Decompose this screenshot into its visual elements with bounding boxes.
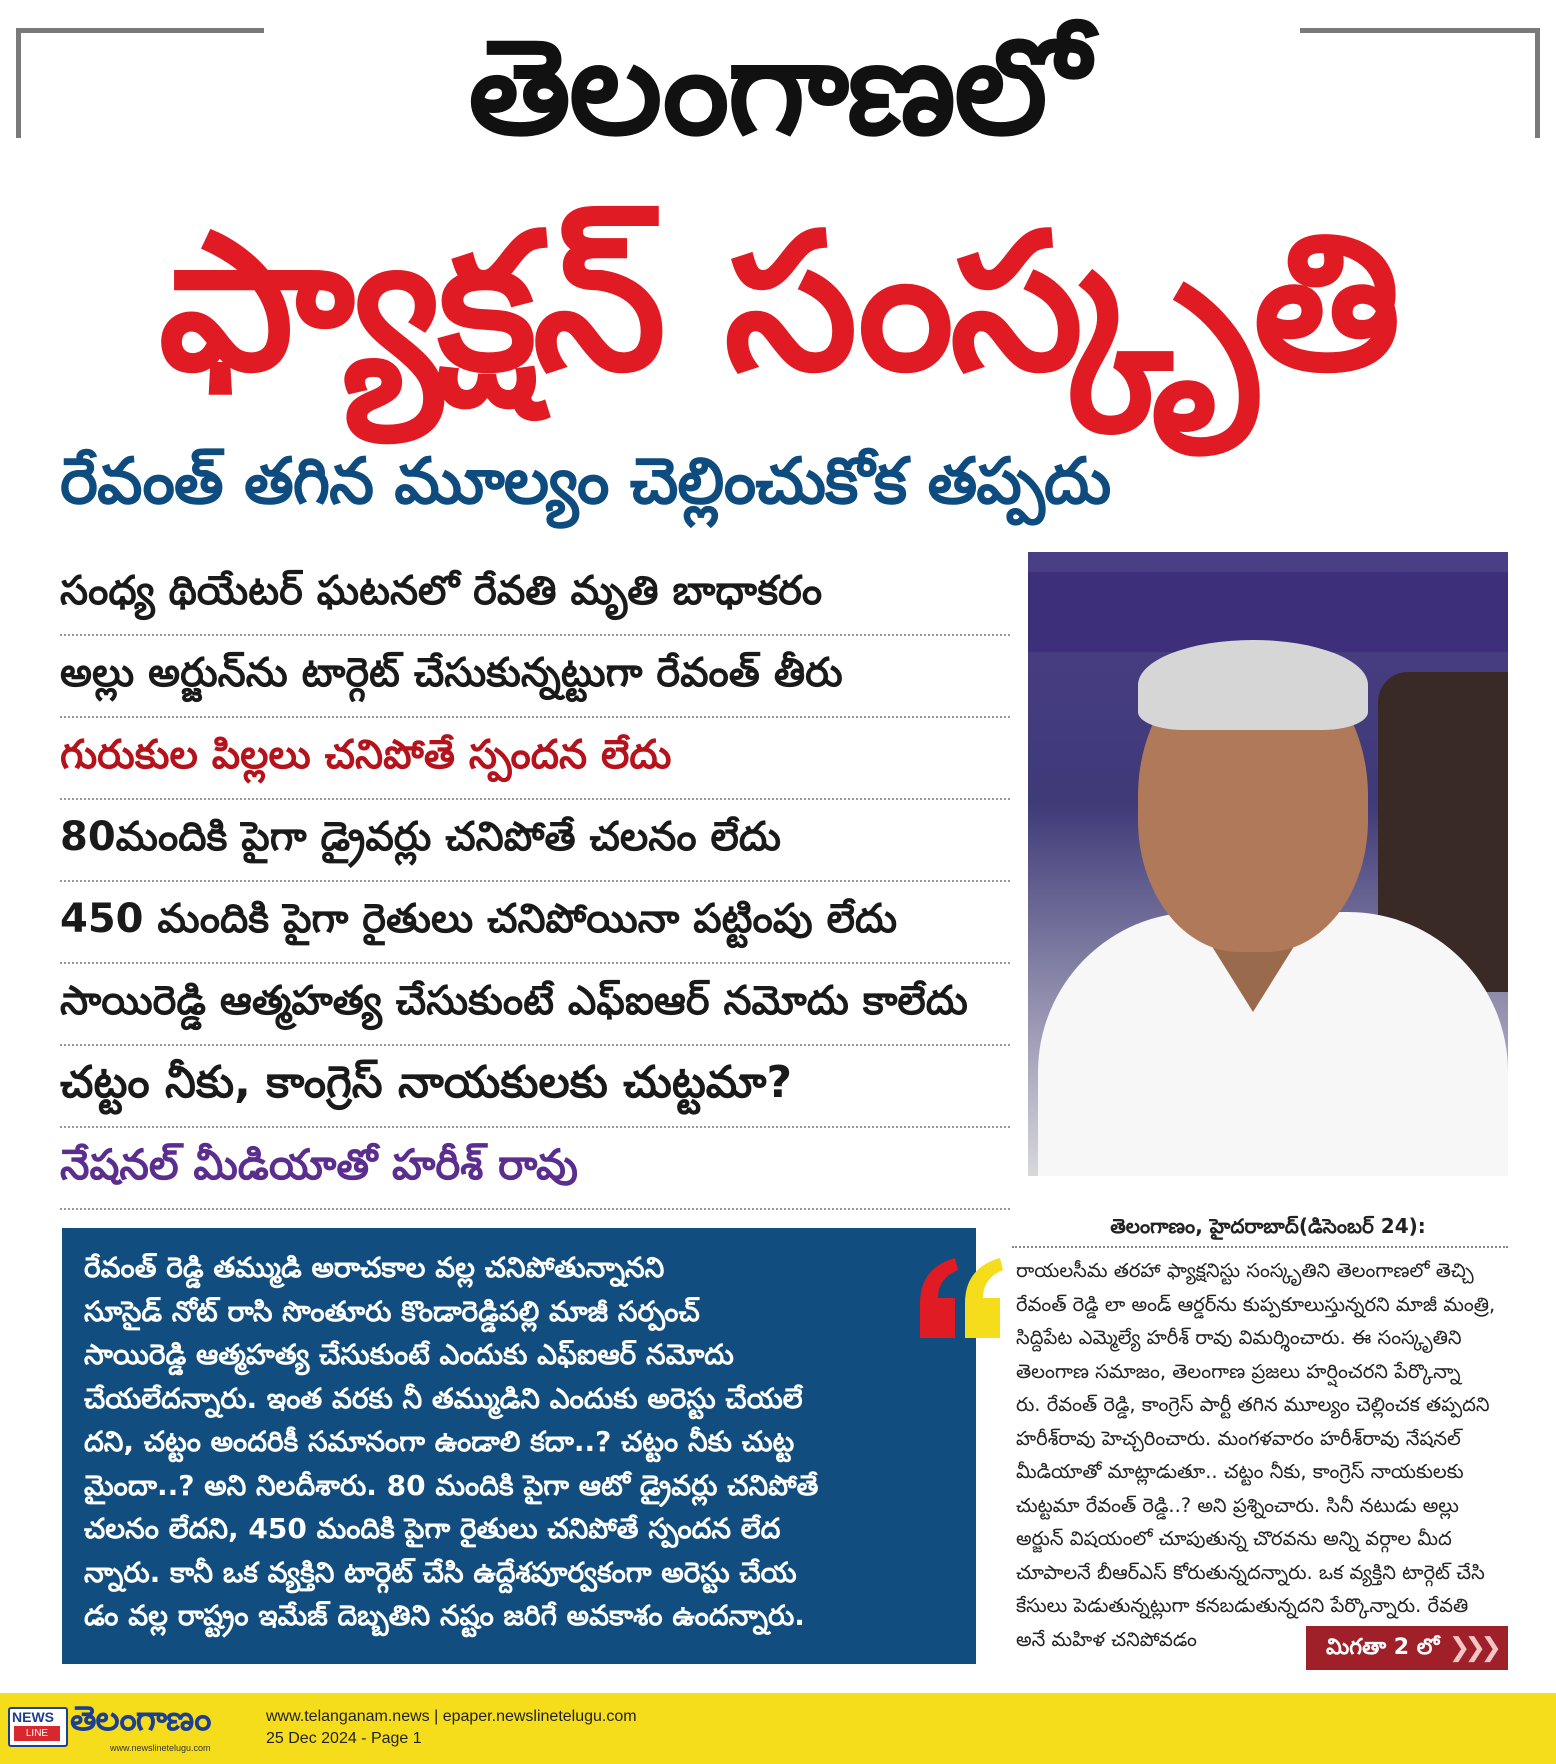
quote-line: చలనం లేదని, 450 మందికి పైగా రైతులు చనిపోతే స్పందన లేద: [84, 1512, 781, 1545]
story-line: తెలంగాణ సమాజం, తెలంగాణ ప్రజలు హర్షించరని పేర్కొన్నా: [1016, 1359, 1461, 1383]
quote-text: [84, 1246, 954, 1638]
story-line: సిద్దిపేట ఎమ్మెల్యే హరీశ్ రావు విమర్శించారు. ఈ సంస్కృతిని: [1016, 1326, 1462, 1349]
quote-line: మైందా..? అని నిలదీశారు. 80 మందికి పైగా ఆటో డ్రైవర్లు చనిపోతే: [84, 1468, 819, 1502]
double-chevron-right-icon: ❯❯❯: [1448, 1633, 1496, 1663]
quote-line: దని, చట్టం అందరికీ సమానంగా ఉండాలి కదా..? చట్టం నీకు చుట్ట: [84, 1425, 795, 1458]
quote-line: చేయలేదన్నారు. ఇంత వరకు నీ తమ్ముడిని ఎందుకు అరెస్టు చేయలే: [84, 1381, 803, 1415]
story-line: అనే మహిళ చనిపోవడం: [1016, 1627, 1197, 1651]
headline-subtitle: రేవంత్ తగిన మూల్యం చెల్లించుకోక తప్పదు: [60, 445, 1111, 519]
bullet-item: గురుకుల పిల్లలు చనిపోతే స్పందన లేదు: [60, 720, 1010, 800]
headline-line-2: ఫ్యాక్షన్ సంస్కృతి: [158, 192, 1398, 413]
bullet-list: [60, 556, 1010, 1212]
story-line: రాయలసీమ తరహా ఫ్యాక్షనిస్టు సంస్కృతిని తెలంగాణలో తెచ్చి: [1016, 1259, 1474, 1282]
bullet-item: 80మందికి పైగా డ్రైవర్లు చనిపోతే చలనం లేదు: [60, 802, 1010, 882]
quote-mark-icon: [910, 1248, 1010, 1348]
footer-date-page: 25 Dec 2024 - Page 1: [266, 1730, 422, 1747]
story-line: చుట్టమా రేవంత్ రెడ్డి..? అని ప్రశ్నించారు. సినీ నటుడు అల్లు: [1016, 1493, 1459, 1517]
story-line: హరీశ్‌రావు హెచ్చరించారు. మంగళవారం హరీశ్‌రావు నేషనల్: [1016, 1426, 1461, 1450]
logo-line-text: LINE: [14, 1726, 60, 1741]
quote-box: [62, 1228, 976, 1664]
continued-label: మిగతా 2 లో: [1326, 1635, 1440, 1660]
story-line: రు. రేవంత్ రెడ్డి, కాంగ్రెస్ పార్టీ తగిన మూల్యం చెల్లించక తప్పదని: [1016, 1393, 1490, 1416]
story-line: అర్జున్ విషయంలో చూపుతున్న చొరవను అన్ని వర్గాల మీద: [1016, 1527, 1452, 1550]
story-dateline: తెలంగాణం, హైదరాబాద్(డిసెంబర్ 24):: [1110, 1214, 1426, 1238]
footer-links[interactable]: www.telanganam.news | epaper.newslinetelugu.com: [266, 1708, 637, 1725]
story-line: మీడియాతో మాట్లాడుతూ.. చట్టం నీకు, కాంగ్రెస్ నాయకులకు: [1016, 1460, 1464, 1483]
logo-news-text: NEWS: [12, 1709, 54, 1725]
quote-line: సాయిరెడ్డి ఆత్మహత్య చేసుకుంటే ఎందుకు ఎఫ్ఐఆర్ నమోదు: [84, 1338, 734, 1371]
dateline-divider: [1012, 1246, 1508, 1248]
portrait-photo: [1028, 552, 1508, 1176]
quote-line: సూసైడ్ నోట్ రాసి సొంతూరు కొండారెడ్డిపల్లి మాజీ సర్పంచ్: [84, 1294, 700, 1328]
bullet-item: సంధ్య థియేటర్ ఘటనలో రేవతి మృతి బాధాకరం: [60, 556, 1010, 636]
bullet-item: చట్టం నీకు, కాంగ్రెస్ నాయకులకు చుట్టమా?: [60, 1048, 1010, 1128]
bullet-item: అల్లు అర్జున్‌ను టార్గెట్ చేసుకున్నట్టుగా రేవంత్ తీరు: [60, 638, 1010, 718]
story-line: కేసులు పెడుతున్నట్లుగా కనబడుతున్నదని పేర్కొన్నారు. రేవతి: [1016, 1594, 1469, 1617]
quote-line: న్నారు. కానీ ఒక వ్యక్తిని టార్గెట్ చేసి ఉద్దేశపూర్వకంగా అరెస్టు చేయ: [84, 1555, 797, 1589]
bullet-item: సాయిరెడ్డి ఆత్మహత్య చేసుకుంటే ఎఫ్ఐఆర్ నమోదు కాలేదు: [60, 966, 1010, 1046]
continued-page-button[interactable]: [1306, 1626, 1508, 1670]
bullet-item: నేషనల్ మీడియాతో హరీశ్ రావు: [60, 1130, 1010, 1210]
story-line: చూపాలనే బీఆర్ఎస్ కోరుతున్నదన్నారు. ఒక వ్యక్తిని టార్గెట్ చేసి: [1016, 1560, 1485, 1584]
quote-line: రేవంత్ రెడ్డి తమ్ముడి అరాచకాల వల్ల చనిపోతున్నానని: [84, 1251, 665, 1284]
footer-bar: [0, 1693, 1556, 1764]
headline-line-1: తెలంగాణలో: [468, 11, 1088, 165]
photo-hair: [1138, 640, 1368, 730]
newsline-logo[interactable]: [8, 1707, 68, 1747]
telanganam-logo[interactable]: తెలంగాణం: [70, 1699, 211, 1739]
quote-line: డం వల్ల రాష్ట్రం ఇమేజ్ దెబ్బతిని నష్టం జరిగే అవకాశం ఉందన్నారు.: [84, 1599, 805, 1632]
story-line: రేవంత్ రెడ్డి లా అండ్ ఆర్డర్‌ను కుప్పకూలుస్తున్నరని మాజీ మంత్రి,: [1016, 1292, 1496, 1316]
bullet-item: 450 మందికి పైగా రైతులు చనిపోయినా పట్టింపు లేదు: [60, 884, 1010, 964]
story-body: [1016, 1254, 1508, 1656]
logo-website: www.newslinetelugu.com: [110, 1743, 211, 1753]
